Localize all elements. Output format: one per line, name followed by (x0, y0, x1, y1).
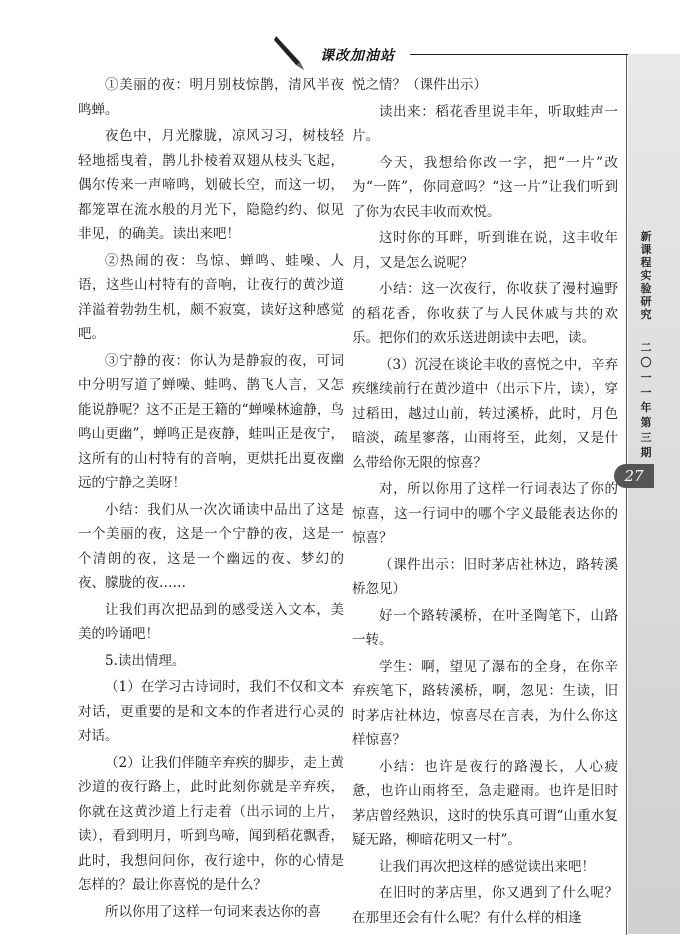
paragraph: 夜色中，月光朦胧，凉风习习，树枝轻轻地摇曳着，鹊儿扑棱着双翅从枝头飞起，偶尔传来一声啼鸣，划破长空，而这一切，都笼罩在流水般的月光下，隐隐约约、似见非见，的确美。读出来吧！ (78, 128, 344, 242)
paragraph: 好一个路转溪桥，在叶圣陶笔下，山路一转。 (352, 607, 618, 648)
paragraph: 小结：这一次夜行，你收获了漫村遍野的稻花香，你收获了与人民休戚与共的欢乐。把你们的欢乐送进朗读中去吧，读。 (352, 281, 618, 346)
paragraph: 小结：我们从一次次诵读中品出了这是一个美丽的夜，这是一个宁静的夜，这是一个清朗的夜，这是一个幽远的夜、梦幻的夜、朦胧的夜…… (78, 501, 344, 591)
section-title: 课改加油站 (320, 48, 395, 64)
paragraph: （3）沉浸在谈论丰收的喜悦之中，辛弃疾继续前行在黄沙道中（出示下片，读），穿过稻田，越过山前，转过溪桥，此时，月色暗淡，疏星寥落，山雨将至，此刻，又是什么带给你无限的惊喜？ (352, 356, 618, 471)
paragraph: 在旧时的茅店里，你又遇到了什么呢？在那里还会有什么呢？有什么样的相逢 (352, 885, 618, 926)
page-number: 27 (614, 464, 654, 488)
paragraph: 今天，我想给你改一字，把“一片”改为“一阵”，你同意吗？“这一片”让我们听到了你为农民丰收而欢悦。 (352, 154, 618, 220)
right-rule (626, 55, 627, 935)
paragraph: （2）让我们伴随辛弃疾的脚步，走上黄沙道的夜行路上，此时此刻你就是辛弃疾，你就在这黄沙道上行走着（出示词的上片，读），看到明月，听到鸟啼，闻到稻花飘香，此时，我想问问你，夜行途中，你的心情是怎样的？最让你喜悦的是什么？ (78, 754, 344, 893)
paragraph: 所以你用了这样一句词来表达你的喜 (105, 903, 321, 920)
paragraph: ①美丽的夜：明月别枝惊鹊，清风半夜鸣蝉。 (78, 77, 344, 118)
pen-icon (270, 32, 310, 72)
right-column (352, 73, 618, 932)
paragraph: 学生：啊，望见了瀑布的全身，在你辛弃疾笔下，路转溪桥，啊，忽见：生读，旧时茅店社林边，惊喜尽在言表，为什么你这样惊喜？ (352, 658, 618, 748)
left-column (78, 73, 344, 926)
paragraph: 让我们再次把这样的感觉读出来吧！ (379, 858, 595, 875)
paragraph: 对，所以你用了这样一行词表达了你的惊喜，这一行词中的哪个字义最能表达你的惊喜？ (352, 481, 618, 546)
paragraph: 5.读出情理。 (105, 652, 186, 669)
paragraph: 小结：也许是夜行的路漫长，人心疲惫，也许山雨将至，急走避雨。也许是旧时茅店曾经熟识，这时的快乐真可谓“山重水复疑无路，柳暗花明又一村”。 (352, 758, 618, 848)
paragraph: ②热闹的夜：鸟惊、蝉鸣、蛙噪、人语，这些山村特有的音响，让夜行的黄沙道洋溢着勃勃生机，颇不寂寞，读好这种感觉吧。 (78, 252, 344, 342)
paragraph: 读出来：稻花香里说丰年，听取蛙声一片。 (352, 103, 618, 144)
paragraph: （课件出示：旧时茅店社林边，路转溪桥忽见） (352, 556, 618, 597)
paragraph: 悦之情？（课件出示） (352, 77, 487, 93)
side-tab (628, 54, 680, 934)
page-header (270, 40, 630, 66)
paragraph: ③宁静的夜：你认为是静寂的夜，可词中分明写道了蝉噪、蛙鸣、鹊飞人言，又怎能说静呢？这不正是王籍的“蝉噪林逾静，鸟鸣山更幽”，蝉鸣正是夜静，蛙叫正是夜宁，这所有的山村特有的音响，更烘托出夏夜幽远的宁静之美呀！ (78, 352, 344, 491)
paragraph: 这时你的耳畔，听到谁在说，这丰收年月，又是怎么说呢？ (352, 230, 618, 271)
journal-name: 新课程实验研究 (640, 230, 652, 321)
paragraph: （1）在学习古诗词时，我们不仅和文本对话，更重要的是和文本的作者进行心灵的对话。 (78, 679, 344, 744)
issue-label: 二〇一一年第三期 (640, 341, 652, 459)
paragraph: 让我们再次把品到的感受送入文本，美美的吟诵吧！ (78, 601, 344, 642)
